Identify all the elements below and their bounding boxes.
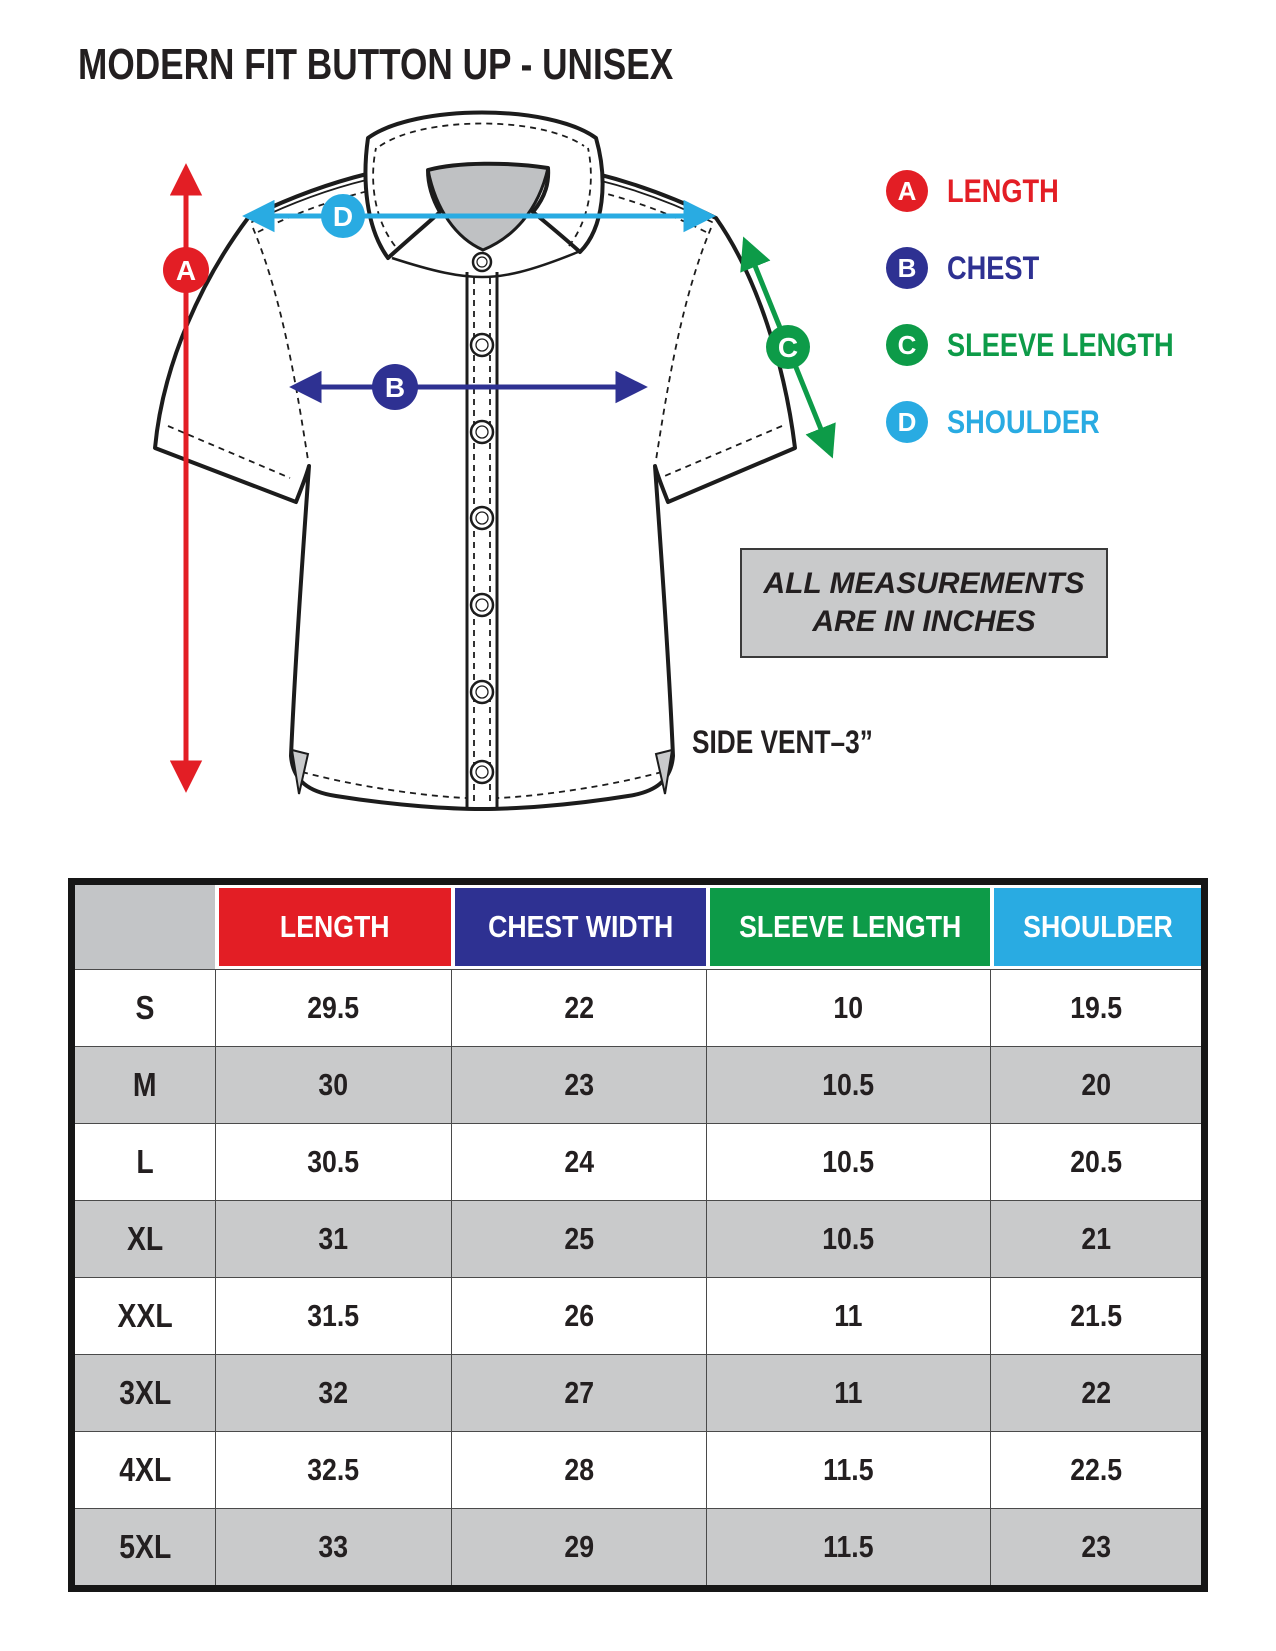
cell-text: 11.5: [823, 1529, 874, 1564]
cell-text: 28: [563, 1452, 594, 1487]
cell-text: 26: [563, 1298, 594, 1333]
table-body: [75, 970, 1201, 1585]
value-cell: [451, 1124, 705, 1200]
cell-text: 11.5: [823, 1452, 874, 1487]
cell-text: 22: [1081, 1375, 1112, 1410]
cell-text: 31.5: [307, 1298, 360, 1333]
size-cell: [75, 1047, 215, 1123]
cell-text: 25: [563, 1221, 594, 1256]
value-cell: [215, 1124, 451, 1200]
value-cell: [215, 1432, 451, 1508]
legend-badge-a: A: [886, 170, 928, 212]
legend-label-shoulder: [947, 404, 1127, 441]
value-cell: [706, 1047, 991, 1123]
value-cell: [215, 1201, 451, 1277]
cell-text: 10.5: [822, 1067, 875, 1102]
cell-text: 23: [563, 1067, 594, 1102]
table-header-sleeve-length: [706, 885, 991, 969]
table-row: [75, 1046, 1201, 1123]
cell-text: 5XL: [118, 1528, 171, 1565]
legend-label-chest: [947, 250, 1055, 287]
value-cell: [451, 1355, 705, 1431]
cell-text: 32.5: [307, 1452, 360, 1487]
value-cell: [451, 1047, 705, 1123]
value-cell: [215, 970, 451, 1046]
legend-label-sleeve: [947, 327, 1214, 364]
legend-label-sleeve-text: SLEEVE LENGTH: [947, 326, 1174, 363]
value-cell: [215, 1355, 451, 1431]
cell-text: 31: [318, 1221, 349, 1256]
table-row: [75, 970, 1201, 1046]
legend-label-chest-text: CHEST: [947, 249, 1040, 286]
measurements-note-box: [740, 548, 1108, 658]
table-row: [75, 1123, 1201, 1200]
cell-text: 33: [318, 1529, 349, 1564]
cell-text: 10: [833, 990, 864, 1025]
table-row: [75, 1200, 1201, 1277]
table-header-chest-width-text: CHEST WIDTH: [487, 909, 673, 944]
size-cell: [75, 1509, 215, 1585]
cell-text: 19.5: [1070, 990, 1123, 1025]
cell-text: 27: [563, 1375, 594, 1410]
value-cell: [706, 970, 991, 1046]
value-cell: [990, 1124, 1201, 1200]
size-cell: [75, 1432, 215, 1508]
cell-text: 11: [834, 1375, 863, 1410]
value-cell: [990, 1509, 1201, 1585]
table-corner-cell: [75, 885, 215, 969]
cell-text: 29.5: [307, 990, 360, 1025]
table-header-row: [75, 885, 1201, 970]
value-cell: [215, 1278, 451, 1354]
measurement-legend: [886, 170, 1214, 478]
legend-label-length-text: LENGTH: [947, 172, 1059, 209]
value-cell: [990, 1278, 1201, 1354]
cell-text: L: [136, 1143, 154, 1180]
table-header-length: [215, 885, 451, 969]
size-cell: [75, 970, 215, 1046]
note-line-1: ALL MEASUREMENTS: [763, 567, 1085, 600]
legend-badge-c: C: [886, 324, 928, 366]
badge-d-letter: D: [332, 200, 354, 232]
value-cell: [706, 1509, 991, 1585]
cell-text: 22.5: [1070, 1452, 1123, 1487]
value-cell: [706, 1278, 991, 1354]
cell-text: 21: [1081, 1221, 1112, 1256]
value-cell: [451, 1432, 705, 1508]
cell-text: 20: [1081, 1067, 1112, 1102]
cell-text: S: [135, 989, 155, 1026]
value-cell: [451, 1201, 705, 1277]
legend-item-length: [886, 170, 1214, 212]
badge-b-letter: B: [384, 371, 406, 403]
table-row: [75, 1354, 1201, 1431]
table-header-shoulder: [990, 885, 1201, 969]
badge-a-letter: A: [175, 254, 197, 286]
value-cell: [215, 1047, 451, 1123]
cell-text: 32: [318, 1375, 349, 1410]
cell-text: XL: [126, 1220, 163, 1257]
size-cell: [75, 1201, 215, 1277]
side-vent-label-text: SIDE VENT–3”: [692, 724, 873, 760]
size-table: [68, 878, 1208, 1592]
value-cell: [990, 1047, 1201, 1123]
cell-text: 30.5: [307, 1144, 360, 1179]
cell-text: 30: [318, 1067, 349, 1102]
value-cell: [990, 970, 1201, 1046]
cell-text: 21.5: [1070, 1298, 1123, 1333]
cell-text: 23: [1081, 1529, 1112, 1564]
value-cell: [215, 1509, 451, 1585]
table-row: [75, 1431, 1201, 1508]
value-cell: [990, 1355, 1201, 1431]
cell-text: 3XL: [118, 1374, 171, 1411]
cell-text: XXL: [117, 1297, 173, 1334]
cell-text: M: [132, 1066, 157, 1103]
side-vent-label: [692, 724, 913, 761]
cell-text: 10.5: [822, 1221, 875, 1256]
value-cell: [451, 970, 705, 1046]
value-cell: [451, 1509, 705, 1585]
note-line-2: ARE IN INCHES: [812, 605, 1036, 638]
table-header-shoulder-text: SHOULDER: [1022, 909, 1173, 944]
size-cell: [75, 1278, 215, 1354]
value-cell: [990, 1432, 1201, 1508]
badge-c-letter: C: [777, 331, 799, 363]
cell-text: 29: [563, 1529, 594, 1564]
value-cell: [706, 1355, 991, 1431]
legend-item-shoulder: [886, 401, 1214, 443]
table-header-chest-width: [451, 885, 705, 969]
cell-text: 4XL: [118, 1451, 171, 1488]
legend-badge-d: D: [886, 401, 928, 443]
cell-text: 10.5: [822, 1144, 875, 1179]
value-cell: [706, 1124, 991, 1200]
page-title-text: MODERN FIT BUTTON UP - UNISEX: [78, 40, 674, 89]
legend-label-length: [947, 173, 1079, 210]
value-cell: [990, 1201, 1201, 1277]
table-header-sleeve-length-text: SLEEVE LENGTH: [738, 909, 962, 944]
cell-text: 22: [563, 990, 594, 1025]
value-cell: [706, 1201, 991, 1277]
cell-text: 11: [834, 1298, 863, 1333]
value-cell: [706, 1432, 991, 1508]
table-row: [75, 1277, 1201, 1354]
legend-item-sleeve: [886, 324, 1214, 366]
size-cell: [75, 1355, 215, 1431]
legend-label-shoulder-text: SHOULDER: [947, 403, 1100, 440]
value-cell: [451, 1278, 705, 1354]
legend-badge-b: B: [886, 247, 928, 289]
cell-text: 20.5: [1070, 1144, 1123, 1179]
legend-item-chest: [886, 247, 1214, 289]
cell-text: 24: [563, 1144, 594, 1179]
table-header-length-text: LENGTH: [280, 909, 390, 944]
table-row: [75, 1508, 1201, 1585]
size-cell: [75, 1124, 215, 1200]
